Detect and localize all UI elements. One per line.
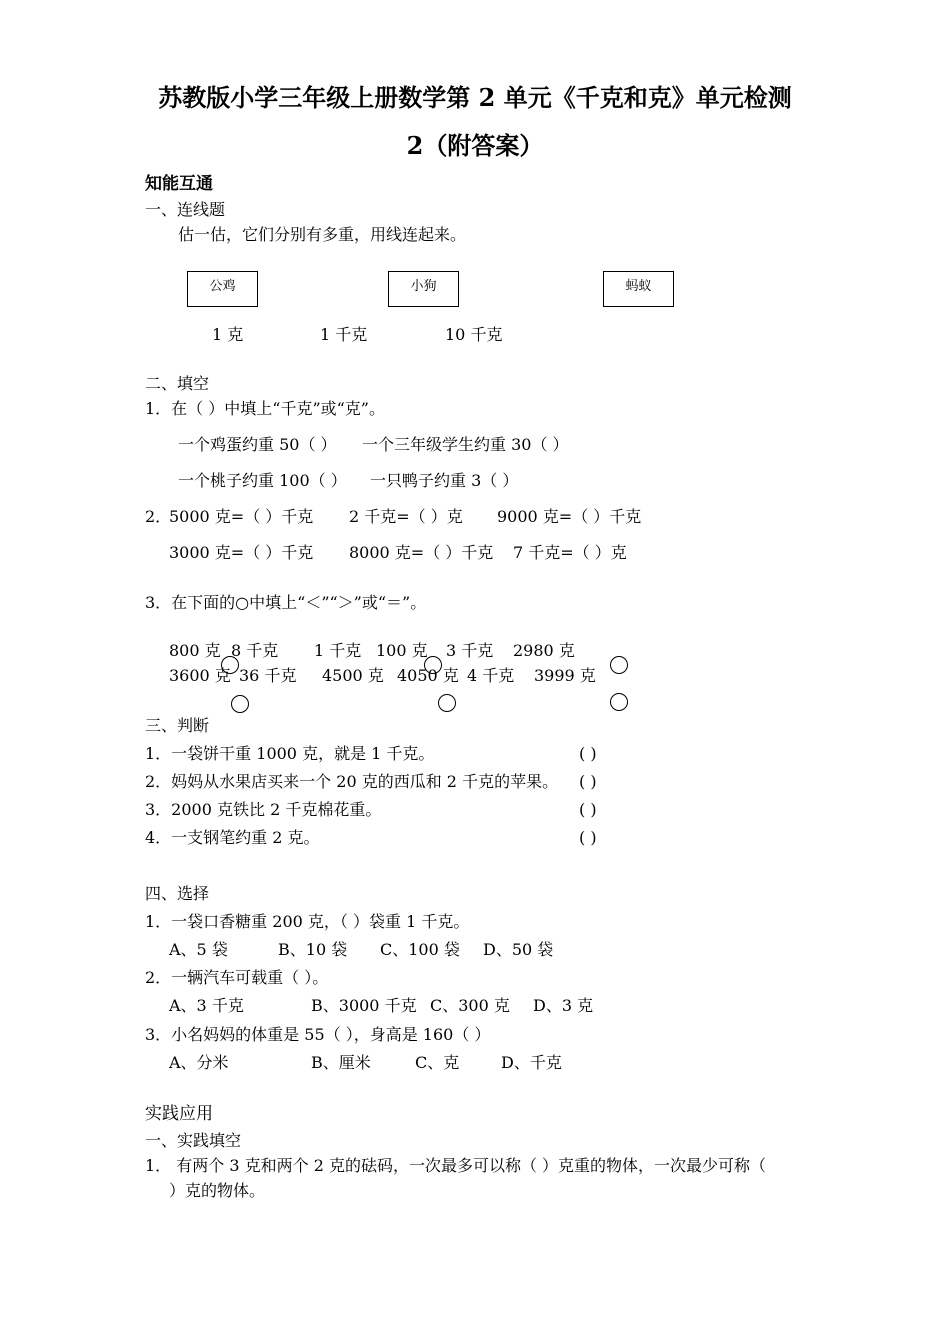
section1-heading: 一、连线题 bbox=[145, 200, 226, 219]
compare-term: 8 千克 bbox=[231, 641, 279, 660]
fill-q2-item: 5000 克=（ ）千克 bbox=[169, 507, 314, 526]
fill-q1-stem: 1．在（ ）中填上“千克”或“克”。 bbox=[145, 399, 385, 418]
practice-q1-line2: ）克的物体。 bbox=[169, 1181, 266, 1200]
choice-option[interactable]: B、厘米 bbox=[311, 1053, 371, 1072]
compare-term: 4 千克 bbox=[467, 666, 515, 685]
compare-term: 3600 克 bbox=[169, 666, 231, 685]
fill-q2-item: 3000 克=（ ）千克 bbox=[169, 543, 314, 562]
choice-option[interactable]: D、3 克 bbox=[533, 996, 594, 1015]
compare-term: 4500 克 bbox=[322, 666, 384, 685]
compare-term: 2980 克 bbox=[513, 641, 575, 660]
choice-q2-stem: 2．一辆汽车可载重（ ）。 bbox=[145, 968, 329, 987]
choice-option[interactable]: C、100 袋 bbox=[380, 940, 460, 959]
judge-paren[interactable]: ( ) bbox=[579, 772, 597, 791]
compare-circle[interactable] bbox=[438, 694, 456, 712]
choice-option[interactable]: B、3000 千克 bbox=[311, 996, 417, 1015]
compare-circle[interactable] bbox=[221, 656, 239, 674]
choice-option[interactable]: C、克 bbox=[415, 1053, 460, 1072]
section4-heading: 四、选择 bbox=[145, 884, 210, 903]
compare-term: 4050 克 bbox=[397, 666, 459, 685]
compare-term: 800 克 bbox=[169, 641, 221, 660]
judge-item-3: 3．2000 克铁比 2 千克棉花重。 bbox=[145, 800, 382, 819]
fill-q1-student: 一个三年级学生约重 30（ ） bbox=[362, 435, 569, 454]
compare-circle[interactable] bbox=[231, 695, 249, 713]
choice-option[interactable]: B、10 袋 bbox=[278, 940, 348, 959]
choice-option[interactable]: A、分米 bbox=[169, 1053, 229, 1072]
fill-q2-item: 7 千克=（ ）克 bbox=[513, 543, 627, 562]
weight-1g: 1 克 bbox=[212, 325, 244, 344]
compare-term: 100 克 bbox=[376, 641, 428, 660]
choice-option[interactable]: A、3 千克 bbox=[169, 996, 244, 1015]
choice-option[interactable]: D、千克 bbox=[501, 1053, 562, 1072]
choice-option[interactable]: C、300 克 bbox=[430, 996, 510, 1015]
fill-q2-label: 2． bbox=[145, 507, 172, 526]
compare-term: 1 千克 bbox=[314, 641, 362, 660]
puppy-box: 小狗 bbox=[388, 271, 459, 307]
choice-q3-stem: 3．小名妈妈的体重是 55（ ），身高是 160（ ） bbox=[145, 1025, 491, 1044]
fill-q2-item: 2 千克=（ ）克 bbox=[349, 507, 463, 526]
compare-circle[interactable] bbox=[610, 656, 628, 674]
rooster-box: 公鸡 bbox=[187, 271, 258, 307]
practice-q1-line1: 1． 有两个 3 克和两个 2 克的砝码，一次最多可以称（ ）克重的物体，一次最少可称（ bbox=[145, 1156, 767, 1175]
weight-1kg: 1 千克 bbox=[320, 325, 368, 344]
judge-item-2: 2．妈妈从水果店买来一个 20 克的西瓜和 2 千克的苹果。 bbox=[145, 772, 559, 791]
part2-heading: 实践应用 bbox=[145, 1104, 213, 1124]
practice-section-heading: 一、实践填空 bbox=[145, 1131, 242, 1150]
choice-option[interactable]: D、50 袋 bbox=[483, 940, 554, 959]
judge-paren[interactable]: ( ) bbox=[579, 744, 597, 763]
choice-option[interactable]: A、5 袋 bbox=[169, 940, 228, 959]
section2-heading: 二、填空 bbox=[145, 374, 210, 393]
compare-term: 3 千克 bbox=[446, 641, 494, 660]
part1-heading: 知能互通 bbox=[145, 174, 213, 194]
section3-heading: 三、判断 bbox=[145, 716, 210, 735]
section1-instruction: 估一估，它们分别有多重，用线连起来。 bbox=[178, 225, 467, 244]
ant-box: 蚂蚁 bbox=[603, 271, 674, 307]
compare-q3-stem: 3．在下面的○中填上“＜”“＞”或“＝”。 bbox=[145, 593, 427, 612]
judge-paren[interactable]: ( ) bbox=[579, 800, 597, 819]
fill-q1-duck: 一只鸭子约重 3（ ） bbox=[370, 471, 519, 490]
compare-circle[interactable] bbox=[424, 656, 442, 674]
fill-q1-egg: 一个鸡蛋约重 50（ ） bbox=[178, 435, 337, 454]
fill-q2-item: 9000 克=（ ）千克 bbox=[497, 507, 642, 526]
weight-10kg: 10 千克 bbox=[445, 325, 503, 344]
judge-paren[interactable]: ( ) bbox=[579, 828, 597, 847]
judge-item-4: 4．一支钢笔约重 2 克。 bbox=[145, 828, 320, 847]
document-title-line2: 2（附答案） bbox=[406, 131, 544, 160]
fill-q1-peach: 一个桃子约重 100（ ） bbox=[178, 471, 347, 490]
compare-circle[interactable] bbox=[610, 693, 628, 711]
judge-item-1: 1．一袋饼干重 1000 克，就是 1 千克。 bbox=[145, 744, 435, 763]
compare-term: 3999 克 bbox=[534, 666, 596, 685]
document-title-line1: 苏教版小学三年级上册数学第 2 单元《千克和克》单元检测 bbox=[158, 83, 792, 112]
compare-term: 36 千克 bbox=[239, 666, 297, 685]
choice-q1-stem: 1．一袋口香糖重 200 克，（ ）袋重 1 千克。 bbox=[145, 912, 470, 931]
fill-q2-item: 8000 克=（ ）千克 bbox=[349, 543, 494, 562]
